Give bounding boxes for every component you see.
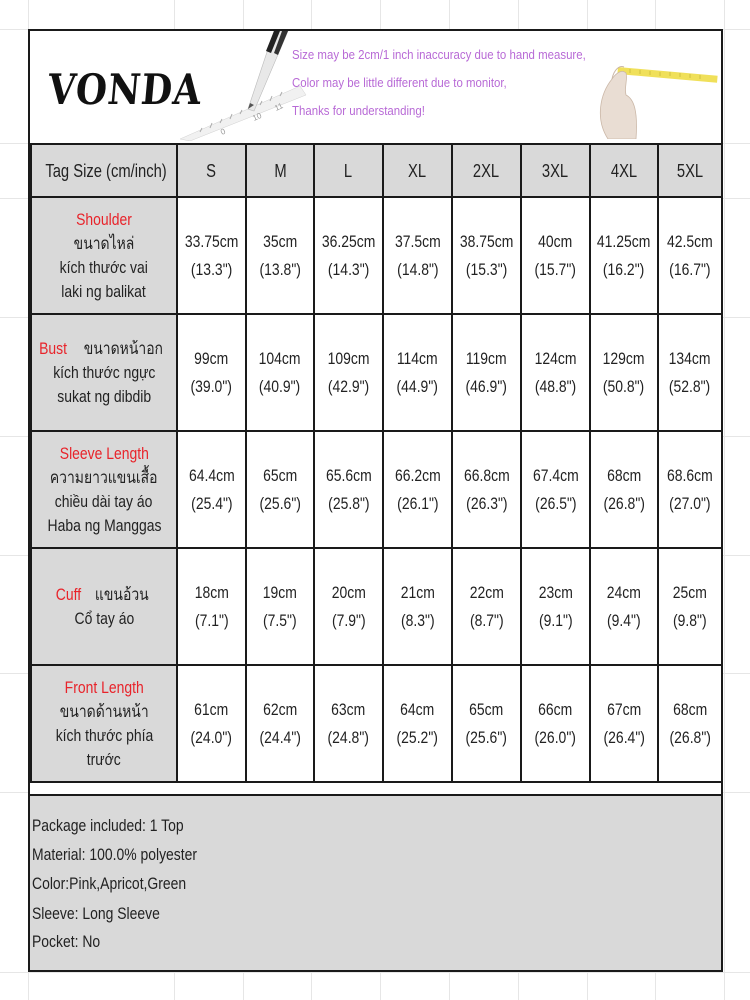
table-row-shoulder [31,197,722,314]
measure-cell: 64.4cm (25.4") [177,431,246,548]
size-header-row [31,144,722,197]
row-label-vi: kích thước vai [59,257,149,277]
measure-cell: 24cm (9.4") [590,548,658,665]
measure-cell: 99cm (39.0") [177,314,246,431]
measure-cell: 65cm (25.6") [452,665,521,782]
size-header-xl: XL [383,144,452,197]
measure-cell: 119cm (46.9") [452,314,521,431]
svg-text:10: 10 [251,110,263,123]
pencil-ruler-icon [170,31,310,141]
detail-sleeve: Sleeve: Long Sleeve [32,904,160,923]
detail-pocket: Pocket: No [32,932,101,951]
grid-line [724,0,725,1000]
grid-line [0,972,750,973]
row-label-vi: kích thước ngực [52,362,156,382]
size-table [30,143,723,783]
measure-cell: 36.25cm (14.3") [314,197,383,314]
measure-cell: 68cm (26.8") [590,431,658,548]
measure-cell: 67.4cm (26.5") [521,431,590,548]
row-label-th: ความยาวแขนเสื้อ [50,467,158,487]
row-label-en: Shoulder [76,209,132,229]
measure-cell: 42.5cm (16.7") [658,197,722,314]
measure-cell: 64cm (25.2") [383,665,452,782]
corner-label: Tag Size (cm/inch) [31,144,177,197]
measure-cell: 41.25cm (16.2") [590,197,658,314]
size-chart-sheet [28,29,723,972]
product-details [30,794,721,970]
row-label [31,197,177,314]
measure-cell: 104cm (40.9") [246,314,314,431]
note-line: Thanks for understanding! [292,103,425,118]
measure-cell: 68cm (26.8") [658,665,722,782]
size-header-4xl: 4XL [590,144,658,197]
row-label-en: Front Length [64,677,144,697]
measure-cell: 66cm (26.0") [521,665,590,782]
size-header-l: L [314,144,383,197]
row-label-th: ขนาดหน้าอก [83,338,164,358]
table-row-cuff [31,548,722,665]
row-label-th: แขนอ้วน [94,584,149,604]
size-header-s: S [177,144,246,197]
measure-cell: 33.75cm (13.3") [177,197,246,314]
row-label-en: Cuff [56,584,82,604]
row-label [31,548,177,665]
detail-color: Color:Pink,Apricot,Green [32,874,187,893]
table-row-sleeve-length [31,431,722,548]
size-header-5xl: 5XL [658,144,722,197]
measure-cell: 62cm (24.4") [246,665,314,782]
measure-cell: 61cm (24.0") [177,665,246,782]
measure-cell: 66.8cm (26.3") [452,431,521,548]
row-label-tl: laki ng balikat [61,281,147,301]
disclaimer-notes [292,41,586,125]
measure-cell: 25cm (9.8") [658,548,722,665]
measure-cell: 37.5cm (14.8") [383,197,452,314]
measure-cell: 20cm (7.9") [314,548,383,665]
measure-cell: 23cm (9.1") [521,548,590,665]
measure-cell: 66.2cm (26.1") [383,431,452,548]
measure-cell: 40cm (15.7") [521,197,590,314]
hand-measuring-tape-icon [590,39,720,139]
detail-material: Material: 100.0% polyester [32,845,198,864]
measure-cell: 38.75cm (15.3") [452,197,521,314]
measure-cell: 67cm (26.4") [590,665,658,782]
note-line: Size may be 2cm/1 inch inaccuracy due to hand measure, [292,47,586,62]
row-label-vi: chiều dài tay áo [55,491,153,511]
row-label-vi: Cổ tay áo [74,608,134,628]
row-label-tl: Haba ng Manggas [47,515,161,535]
measure-cell: 129cm (50.8") [590,314,658,431]
svg-text:0: 0 [219,126,227,137]
measure-cell: 18cm (7.1") [177,548,246,665]
measure-cell: 19cm (7.5") [246,548,314,665]
row-label-tl: sukat ng dibdib [57,386,151,406]
measure-cell: 65cm (25.6") [246,431,314,548]
measure-cell: 63cm (24.8") [314,665,383,782]
note-line: Color may be little different due to monitor, [292,75,507,90]
size-header-3xl: 3XL [521,144,590,197]
measure-cell: 109cm (42.9") [314,314,383,431]
row-label-vi-cont: trước [87,749,121,769]
detail-package: Package included: 1 Top [32,816,184,835]
measure-cell: 68.6cm (27.0") [658,431,722,548]
size-header-2xl: 2XL [452,144,521,197]
row-label [31,665,177,782]
measure-cell: 35cm (13.8") [246,197,314,314]
measure-cell: 134cm (52.8") [658,314,722,431]
measure-cell: 65.6cm (25.8") [314,431,383,548]
size-header-m: M [246,144,314,197]
banner [30,31,721,145]
row-label-en: Bust [39,338,68,358]
measure-cell: 114cm (44.9") [383,314,452,431]
row-label [31,431,177,548]
row-label-vi: kích thước phía [55,725,153,745]
row-label [31,314,177,431]
brand-logo: VONDA [45,65,204,114]
row-label-th: ขนาดด้านหน้า [59,701,149,721]
svg-text:11: 11 [273,101,285,113]
measure-cell: 124cm (48.8") [521,314,590,431]
measure-cell: 21cm (8.3") [383,548,452,665]
row-label-en: Sleeve Length [59,443,149,463]
table-row-bust [31,314,722,431]
measure-cell: 22cm (8.7") [452,548,521,665]
row-label-th: ขนาดไหล่ [73,233,135,253]
table-row-front-length [31,665,722,782]
